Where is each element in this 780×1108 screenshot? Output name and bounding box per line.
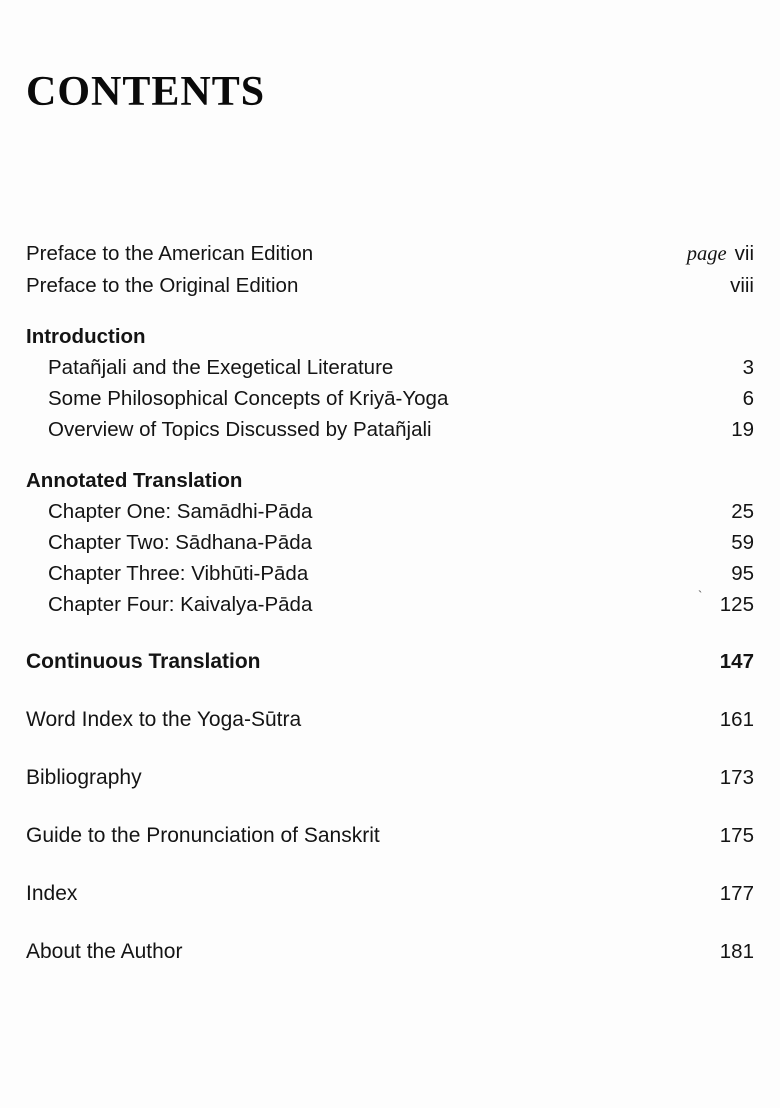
toc-entry-page: 25 <box>731 500 754 523</box>
spacer <box>26 620 754 646</box>
section-introduction <box>26 321 754 445</box>
toc-entry-label: Word Index to the Yoga-Sūtra <box>26 708 302 731</box>
toc-entry-label: About the Author <box>26 940 183 963</box>
toc-entry-page: 147 <box>719 650 754 673</box>
table-of-contents <box>26 238 754 968</box>
toc-entry-page: 175 <box>719 824 754 847</box>
toc-entry-label: Chapter One: Samādhi-Pāda <box>48 500 313 523</box>
toc-entry-page: 177 <box>719 882 754 905</box>
toc-entry-label: Preface to the Original Edition <box>26 274 299 297</box>
toc-entry-chapter-one[interactable] <box>26 496 754 527</box>
toc-entry-page: 173 <box>719 766 754 789</box>
toc-entry-page: 6 <box>742 387 754 410</box>
toc-entry-preface-original[interactable] <box>26 270 754 301</box>
spacer <box>26 445 754 465</box>
toc-entry-label: Index <box>26 882 78 905</box>
toc-entry-label: Bibliography <box>26 766 142 789</box>
section-heading-label: Annotated Translation <box>26 469 243 492</box>
toc-entry-label: Preface to the American Edition <box>26 242 314 265</box>
toc-entry-bibliography[interactable] <box>26 762 754 794</box>
toc-entry-page: 3 <box>742 356 754 379</box>
spacer <box>26 852 754 878</box>
toc-entry-page: viii <box>730 274 754 297</box>
toc-entry-word-index[interactable] <box>26 704 754 736</box>
front-matter-group <box>26 238 754 301</box>
toc-entry-page: 161 <box>719 708 754 731</box>
toc-entry-philosophical-concepts[interactable] <box>26 383 754 414</box>
toc-entry-label: Guide to the Pronunciation of Sanskrit <box>26 824 380 847</box>
toc-entry-label: Chapter Three: Vibhūti-Pāda <box>48 562 309 585</box>
toc-entry-page-wrap <box>694 270 754 301</box>
toc-entry-preface-american[interactable] <box>26 238 754 270</box>
section-annotated-translation <box>26 465 754 620</box>
spacer <box>26 678 754 704</box>
page-title: CONTENTS <box>26 69 266 115</box>
toc-entry-label: Some Philosophical Concepts of Kriyā-Yoga <box>48 387 449 410</box>
toc-entry-chapter-two[interactable] <box>26 527 754 558</box>
toc-entry-page: 59 <box>731 531 754 554</box>
page-word-label: page <box>686 243 727 265</box>
toc-entry-index[interactable] <box>26 878 754 910</box>
toc-entry-label: Chapter Two: Sādhana-Pāda <box>48 531 313 554</box>
toc-entry-patanjali-exegetical[interactable] <box>26 352 754 383</box>
toc-entry-chapter-three[interactable] <box>26 558 754 589</box>
toc-entry-chapter-four[interactable] <box>26 589 754 620</box>
section-heading-introduction <box>26 321 754 352</box>
toc-entry-about-author[interactable] <box>26 936 754 968</box>
toc-entry-label: Patañjali and the Exegetical Literature <box>48 356 394 379</box>
toc-entry-page: 181 <box>719 940 754 963</box>
toc-entry-label: Chapter Four: Kaivalya-Pāda <box>48 593 313 616</box>
spacer <box>26 794 754 820</box>
spacer <box>26 910 754 936</box>
tail-entries-group <box>26 646 754 968</box>
toc-entry-label: Overview of Topics Discussed by Patañjali <box>48 418 432 441</box>
section-heading-annotated-translation <box>26 465 754 496</box>
toc-entry-overview-topics[interactable] <box>26 414 754 445</box>
spacer <box>26 301 754 321</box>
toc-entry-label: Continuous Translation <box>26 650 261 673</box>
toc-entry-page: 19 <box>731 418 754 441</box>
toc-entry-page-wrap <box>687 238 754 270</box>
toc-entry-continuous-translation[interactable] <box>26 646 754 678</box>
spacer <box>26 736 754 762</box>
toc-entry-page: 95 <box>731 562 754 585</box>
stray-ink-mark: ` <box>698 588 703 603</box>
toc-entry-page: 125 <box>719 593 754 616</box>
toc-entry-page: vii <box>734 242 754 265</box>
section-heading-label: Introduction <box>26 325 146 348</box>
toc-entry-pronunciation-guide[interactable] <box>26 820 754 852</box>
